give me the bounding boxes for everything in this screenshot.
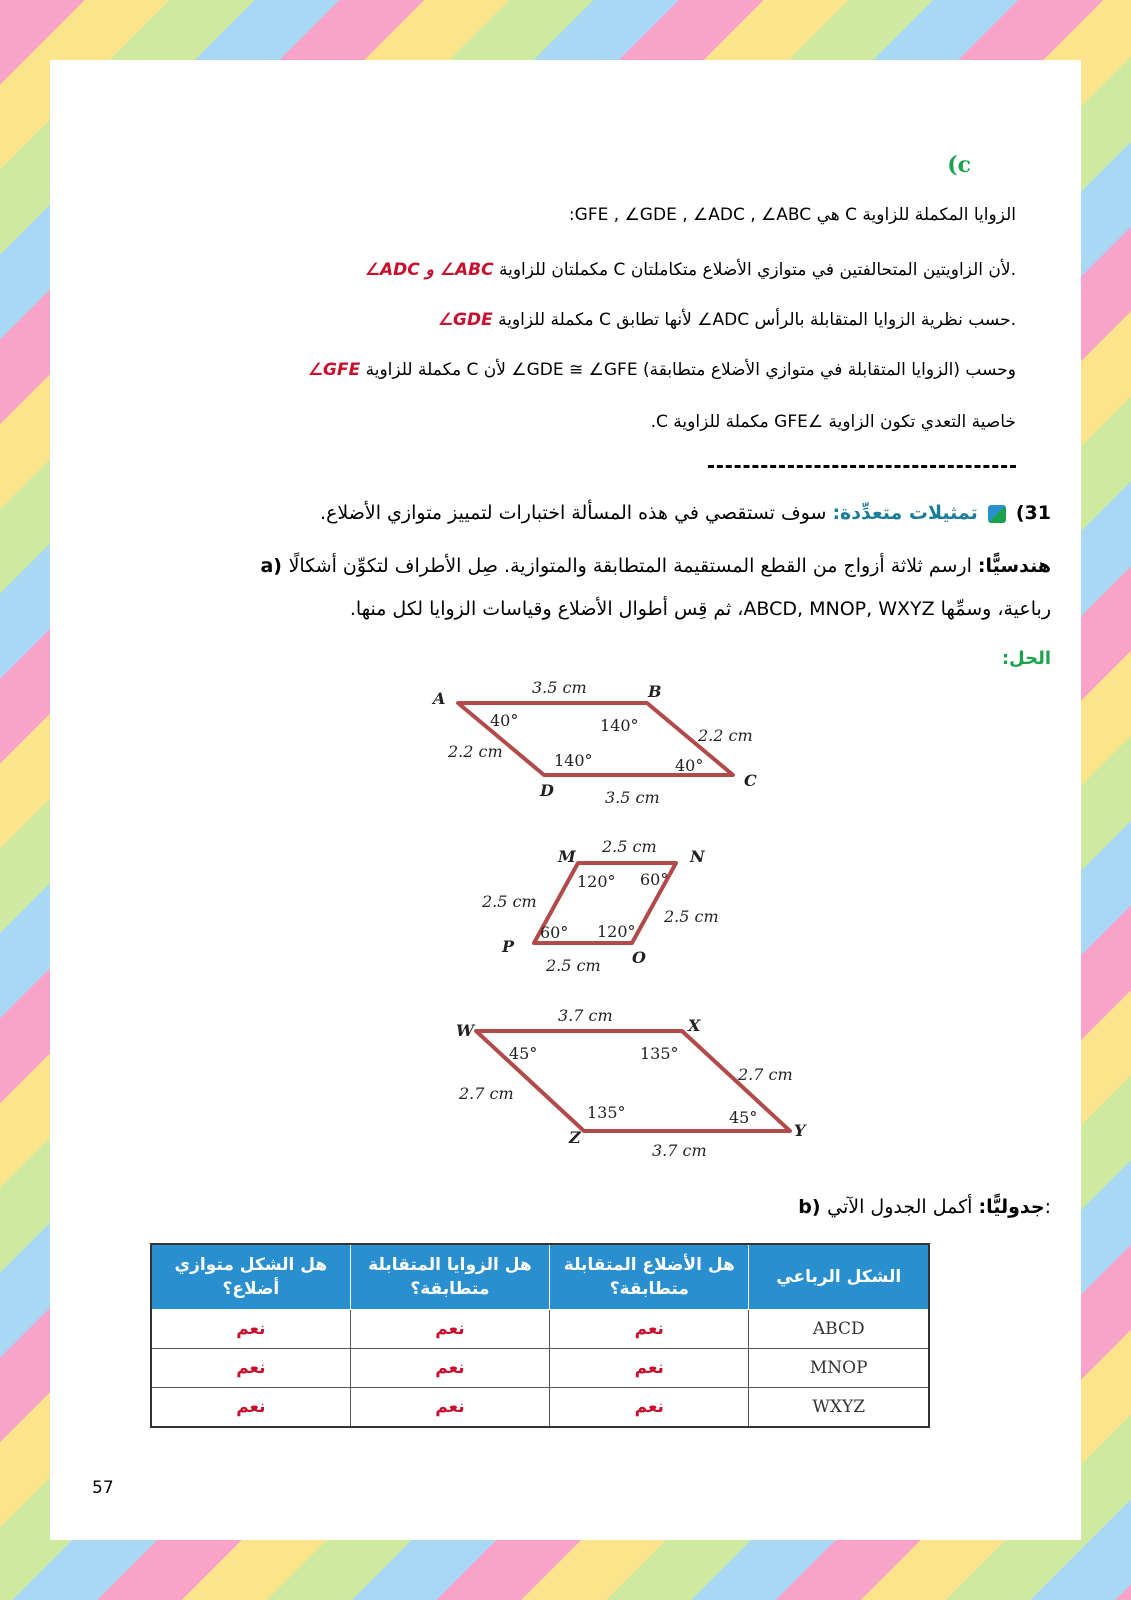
mnop-angle-p: 60°: [540, 923, 569, 942]
q31-b-text: أكمل الجدول الآتي:: [827, 1196, 1051, 1218]
page-number: 57: [92, 1478, 114, 1498]
vertex-w: W: [456, 1021, 474, 1040]
line-3-red: ∠GDE: [437, 310, 493, 330]
vertex-m: M: [558, 847, 576, 866]
abcd-side-bottom: 3.5 cm: [605, 788, 660, 807]
header-sides: هل الأضلاع المتقابلة متطابقة؟: [550, 1244, 749, 1310]
abcd-side-right: 2.2 cm: [698, 726, 753, 745]
mnop-side-right: 2.5 cm: [664, 907, 719, 926]
q31-a-text-1: ارسم ثلاثة أزواج من القطع المستقيمة المتطابقة والمتوازية. صِل الأطراف لتكوِّن أشكالًا: [288, 555, 978, 577]
abcd-side-left: 2.2 cm: [448, 742, 503, 761]
wxyz-angle-z: 135°: [587, 1103, 626, 1122]
abcd-side-top: 3.5 cm: [532, 678, 587, 697]
wxyz-angle-y: 45°: [729, 1108, 758, 1127]
solution-label: الحل:: [1001, 648, 1051, 669]
vertex-a: A: [433, 689, 446, 708]
mnop-side-left: 2.5 cm: [482, 892, 537, 911]
q31-number: 31): [1015, 502, 1051, 524]
wxyz-side-right: 2.7 cm: [738, 1065, 793, 1084]
header-angles: هل الزوايا المتقابلة متطابقة؟: [350, 1244, 549, 1310]
parallelogram-table: [150, 1243, 930, 1428]
wxyz-side-top: 3.7 cm: [558, 1006, 613, 1025]
mnop-side-bottom: 2.5 cm: [546, 956, 601, 975]
vertex-y: Y: [794, 1121, 806, 1140]
q31-a-label: a) هندسيًّا:: [260, 555, 1051, 577]
vertex-x: X: [688, 1016, 701, 1035]
cell-parallelogram: نعم: [151, 1349, 350, 1388]
line-4-red: ∠GFE: [307, 360, 361, 380]
line-5-text: خاصية التعدي تكون الزاوية ∠GFE مكملة للزاوية C.: [650, 412, 1016, 432]
abcd-angle-d: 140°: [554, 751, 593, 770]
table-row: [151, 1310, 929, 1349]
q31-title: تمثيلات متعدِّدة:: [832, 502, 978, 524]
cell-shape: WXYZ: [749, 1388, 929, 1428]
vertex-b: B: [648, 682, 662, 701]
table-row: [151, 1388, 929, 1428]
header-parallelogram: هل الشكل متوازي أضلاع؟: [151, 1244, 350, 1310]
vertex-d: D: [540, 781, 554, 800]
vertex-c: C: [744, 771, 757, 790]
cell-angles: نعم: [350, 1349, 549, 1388]
line-2-red: ∠ADC و ∠ABC: [364, 260, 494, 280]
line-4-rest: مكملة للزاوية C لأن ∠GDE ≅ ∠GFE (الزوايا المتقابلة في متوازي الأضلاع متطابقة) وحسب: [360, 360, 1016, 380]
wxyz-angle-w: 45°: [509, 1044, 538, 1063]
mnop-side-top: 2.5 cm: [602, 837, 657, 856]
mnop-angle-o: 120°: [597, 922, 636, 941]
cell-sides: نعم: [550, 1349, 749, 1388]
mnop-angle-n: 60°: [640, 870, 669, 889]
cell-shape: MNOP: [749, 1349, 929, 1388]
mnop-angle-m: 120°: [577, 872, 616, 891]
table-row: [151, 1349, 929, 1388]
cell-angles: نعم: [350, 1310, 549, 1349]
vertex-z: Z: [569, 1128, 581, 1147]
abcd-angle-c: 40°: [675, 756, 704, 775]
vertex-n: N: [690, 847, 705, 866]
q31-b-label: b) جدوليًّا:: [798, 1196, 1045, 1218]
header-shape: الشكل الرباعي: [749, 1244, 929, 1310]
wxyz-side-left: 2.7 cm: [459, 1084, 514, 1103]
q31-text: سوف تستقصي في هذه المسألة اختبارات لتمييز متوازي الأضلاع.: [320, 502, 833, 524]
part-c-label: (c: [947, 152, 971, 178]
cell-parallelogram: نعم: [151, 1388, 350, 1428]
cell-sides: نعم: [550, 1388, 749, 1428]
q31-b-final: [798, 1196, 1051, 1218]
cell-sides: نعم: [550, 1310, 749, 1349]
abcd-angle-b: 140°: [600, 716, 639, 735]
vertex-p: P: [502, 937, 515, 956]
table-header-row: [151, 1244, 929, 1310]
vertex-o: O: [632, 948, 646, 967]
wxyz-angle-x: 135°: [640, 1044, 679, 1063]
line-2-rest: مكملتان للزاوية C لأن الزاويتين المتحالفتين في متوازي الأضلاع متكاملتان.: [493, 260, 1016, 280]
cell-parallelogram: نعم: [151, 1310, 350, 1349]
wxyz-side-bottom: 3.7 cm: [652, 1141, 707, 1160]
line-3-rest: مكملة للزاوية C لأنها تطابق ∠ADC حسب نظرية الزوايا المتقابلة بالرأس.: [492, 310, 1016, 330]
cell-angles: نعم: [350, 1388, 549, 1428]
line-1-text: الزوايا المكملة للزاوية C هي GFE , ∠GDE , ∠ADC , ∠ABC:: [568, 205, 1016, 225]
abcd-angle-a: 40°: [490, 711, 519, 730]
cell-shape: ABCD: [749, 1310, 929, 1349]
q31-a-text-2: رباعية، وسمِّها ABCD, MNOP, WXYZ، ثم قِس أطوال الأضلاع وقياسات الزوايا لكل منها.: [349, 598, 1051, 620]
